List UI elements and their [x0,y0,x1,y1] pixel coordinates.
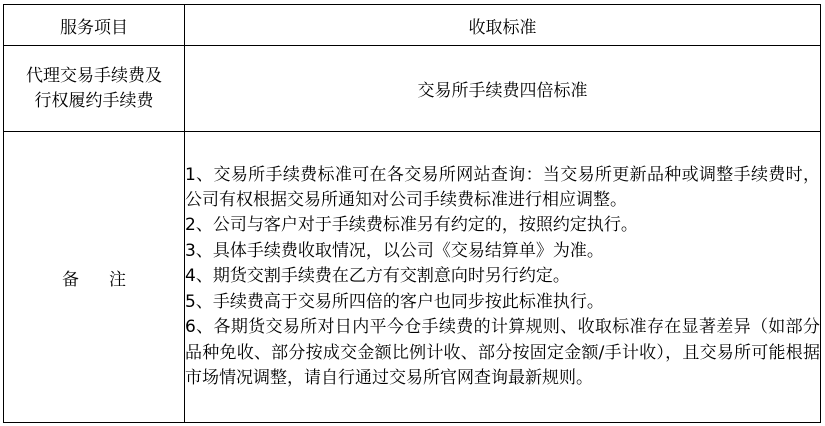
remarks-label-cell [4,132,185,423]
remarks-row [4,132,821,423]
fee-standard-cell: 交易所手续费四倍标准 [185,46,821,132]
note-item: 4、期货交割手续费在乙方有交割意向时另行约定。 [185,266,570,287]
remarks-notes-cell [185,132,821,423]
note-item: 3、具体手续费收取情况，以公司《交易结算单》为准。 [185,240,604,261]
header-service-item: 服务项目 [4,5,185,46]
remarks-label: 备注 [62,269,156,290]
note-item: 2、公司与客户对于手续费标准另有约定的，按照约定执行。 [185,215,638,236]
fee-standard-table [3,4,821,423]
note-item: 1、交易所手续费标准可在各交易所网站查询：当交易所更新品种或调整手续费时，公司有权根据交易所通知对公司手续费标准进行相应调整。 [185,164,820,211]
fee-item-line-2: 行权履约手续费 [34,90,154,111]
fee-item-line-1: 代理交易手续费及 [26,65,162,86]
fee-row [4,46,821,132]
fee-item-cell [4,46,185,132]
note-item: 5、手续费高于交易所四倍的客户也同步按此标准执行。 [185,291,604,312]
header-row [4,5,821,46]
note-item: 6、各期货交易所对日内平今仓手续费的计算规则、收取标准存在显著差异（如部分品种免收、部分按成交金额比例计收、部分按固定金额/手计收），且交易所可能根据市场情况调整，请自行通过交易所官网查询最新规则。 [185,317,820,388]
header-fee-standard: 收取标准 [185,5,821,46]
